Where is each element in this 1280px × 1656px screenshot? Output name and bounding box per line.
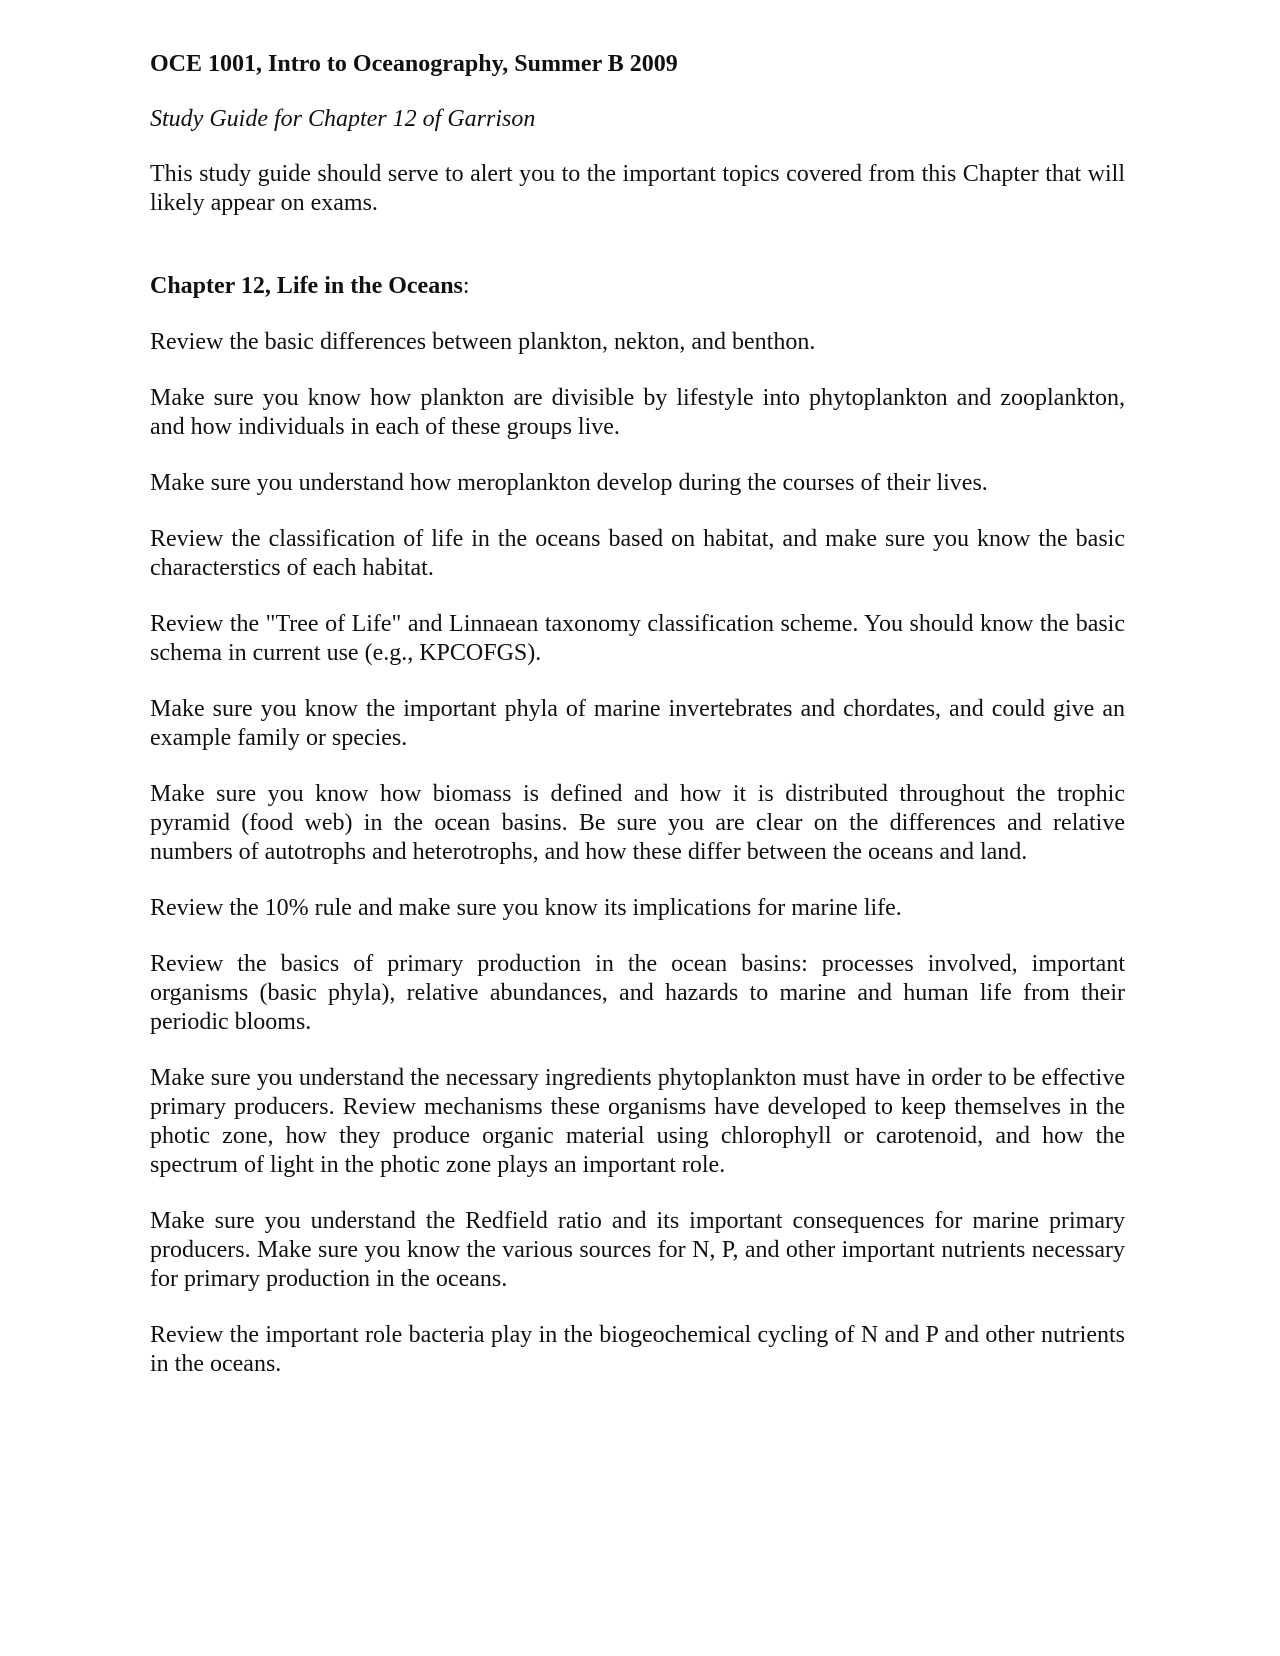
study-item: Make sure you know how biomass is defined and how it is distributed throughout the trophic pyramid (food web) in the ocean basins. Be sure you are clear on the differences and relative numbers of autotrophs and heterotrophs, and how these differ between the oceans and land. xyxy=(150,781,1125,865)
course-title: OCE 1001, Intro to Oceanography, Summer B 2009 xyxy=(150,51,678,77)
study-item: Make sure you understand how meroplankton develop during the courses of their lives. xyxy=(150,470,988,496)
study-item: Review the "Tree of Life" and Linnaean taxonomy classification scheme. You should know the basic schema in current use (e.g., KPCOFGS). xyxy=(150,611,1125,666)
study-item: Make sure you understand the Redfield ratio and its important consequences for marine primary producers. Make sure you know the various sources for N, P, and other important nutrients necessary for primary production in the oceans. xyxy=(150,1208,1125,1292)
study-item: Make sure you understand the necessary ingredients phytoplankton must have in order to be effective primary producers. Review mechanisms these organisms have developed to keep themselves in the photic zone, how they produce organic material using chlorophyll or carotenoid, and how the spectrum of light in the photic zone plays an important role. xyxy=(150,1065,1125,1178)
chapter-heading-title: Chapter 12, Life in the Oceans xyxy=(150,273,463,299)
study-item: Make sure you know the important phyla of marine invertebrates and chordates, and could give an example family or species. xyxy=(150,696,1125,751)
study-item: Review the 10% rule and make sure you know its implications for marine life. xyxy=(150,895,902,921)
study-item: Review the basics of primary production in the ocean basins: processes involved, important organisms (basic phyla), relative abundances, and hazards to marine and human life from their periodic blooms. xyxy=(150,951,1125,1035)
document-page xyxy=(150,50,1125,1406)
study-guide-subtitle: Study Guide for Chapter 12 of Garrison xyxy=(150,106,536,132)
chapter-heading xyxy=(150,272,1125,301)
study-item: Review the basic differences between plankton, nekton, and benthon. xyxy=(150,329,816,355)
study-item: Review the important role bacteria play in the biogeochemical cycling of N and P and other nutrients in the oceans. xyxy=(150,1322,1125,1377)
study-item: Review the classification of life in the oceans based on habitat, and make sure you know the basic characterstics of each habitat. xyxy=(150,526,1125,581)
study-item: Make sure you know how plankton are divisible by lifestyle into phytoplankton and zooplankton, and how individuals in each of these groups live. xyxy=(150,385,1125,440)
intro-paragraph: This study guide should serve to alert you to the important topics covered from this Chapter that will likely appear on exams. xyxy=(150,161,1125,216)
chapter-heading-colon: : xyxy=(462,273,470,299)
